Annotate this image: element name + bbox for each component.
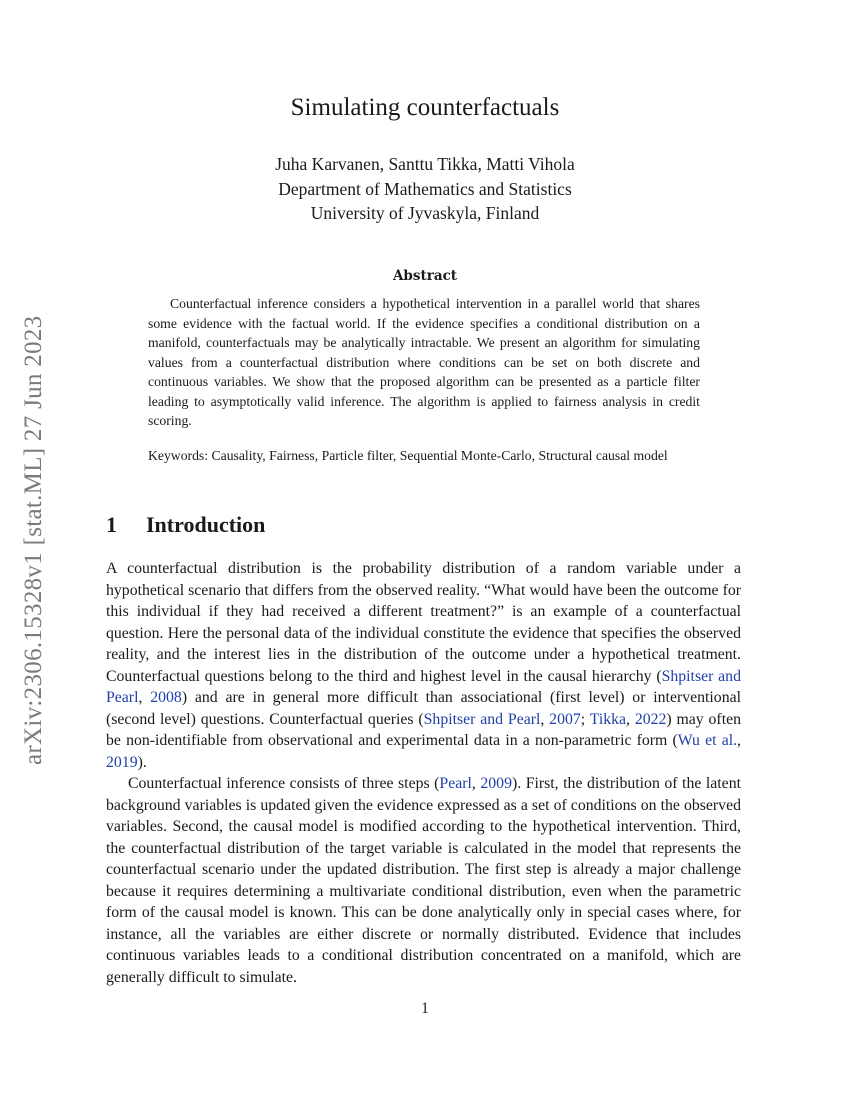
introduction-body [106, 558, 741, 988]
page-number: 1 [421, 1000, 429, 1017]
intro-paragraph-2: Counterfactual inference consists of three steps (Pearl, 2009). First, the distribution of the latent background variables is updated given the evidence expressed as a set of conditions on the observed variables. Second, the causal model is modified according to the hypothetical intervention. Third, the counterfactual distribution of the target variable is calculated in the model that represents the counterfactual scenario under the updated distribution. The first step is already a major challenge because it requires determining a multivariate conditional distribution, even when the parametric form of the causal model is known. This can be done analytically only in special cases where, for instance, all the variables are either discrete or normally distributed. Evidence that includes continuous variables leads to a conditional distribution concentrated on a manifold, which are generally difficult to simulate. [106, 775, 741, 986]
citation-year-link[interactable]: 2022 [634, 710, 667, 728]
citation-link[interactable]: Shpitser and Pearl [106, 667, 741, 706]
citation-link[interactable]: Wu et al. [677, 732, 738, 749]
intro-paragraph-1: A counterfactual distribution is the probability distribution of a random variable under a hypothetical scenario that differs from the observed reality. “What would have been the outcome for this individual if they had received a different treatment?” is an example of a counterfactual question. Here the personal data of the individual constitute the evidence that specifies the observed reality, and the interest lies in the distribution of the outcome under a hypothetical treatment. Counterfactual questions belong to the third and highest level in the causal hierarchy (Shpitser and Pearl, 2008) and are in general more difficult than associational (first level) or interventional (second level) questions. Counterfactual queries (Shpitser and Pearl, 2007; Tikka, 2022) may often be non-identifiable from observational and experimental data in a non-parametric form (Wu et al., 2019). [106, 560, 741, 771]
arxiv-identifier-stamp: arXiv:2306.15328v1 [stat.ML] 27 Jun 2023 [20, 315, 47, 765]
citation-year-link[interactable]: 2008 [150, 689, 182, 706]
citation-link[interactable]: Pearl [439, 775, 472, 792]
abstract-text: Counterfactual inference considers a hypothetical intervention in a parallel world that shares some evidence with the factual world. If the evidence specifies a conditional distribution on a manifold, counterfactuals may be analytically intractable. We present an algorithm for simulating values from a counterfactual distribution where conditions can be set on both discrete and continuous variables. We show that the proposed algorithm can be presented as a particle filter leading to asymptotically valid inference. The algorithm is applied to fairness analysis in credit scoring. [148, 296, 700, 428]
citation-link[interactable]: Tikka [589, 710, 627, 728]
section-number: 1 [106, 512, 117, 537]
affiliation-department: Department of Mathematics and Statistics [278, 179, 572, 199]
abstract-heading: Abstract [392, 268, 458, 284]
affiliation-university: University of Jyvaskyla, Finland [310, 203, 540, 223]
citation-year-link[interactable]: 2007 [549, 710, 581, 728]
section-heading [106, 512, 265, 538]
paper-title: Simulating counterfactuals [290, 94, 560, 121]
keywords: Keywords: Causality, Fairness, Particle filter, Sequential Monte-Carlo, Structural causal model [148, 448, 668, 463]
citation-year-link[interactable]: 2009 [480, 775, 512, 792]
citation-year-link[interactable]: 2019 [106, 753, 138, 771]
author-list: Juha Karvanen, Santtu Tikka, Matti Vihola [275, 154, 575, 174]
abstract-body [148, 294, 700, 431]
citation-link[interactable]: Shpitser and Pearl [423, 710, 541, 728]
section-title: Introduction [146, 512, 266, 537]
